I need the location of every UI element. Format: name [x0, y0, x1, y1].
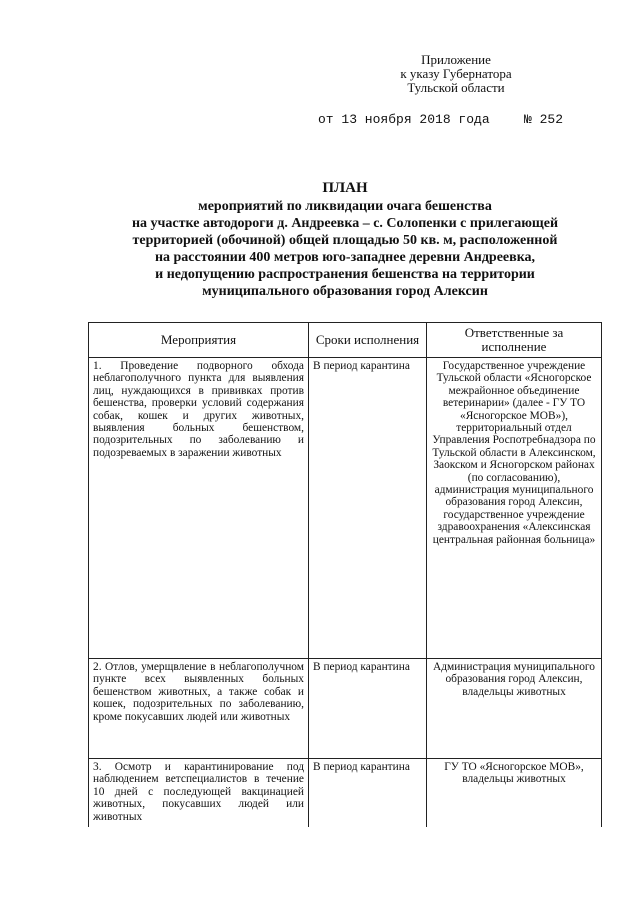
row-term: В период карантина: [309, 659, 427, 759]
annex-reference: к указу Губернатора: [400, 66, 512, 81]
header-measures: Мероприятия: [89, 323, 309, 358]
title-line: территорией (обочиной) общей площадью 50 кв. м, расположенной: [132, 233, 558, 248]
row-measure: 3. Осмотр и карантинирование под наблюдением ветспециалистов в течение 10 дней с последующей вакцинацией животных, покусавших людей или животных: [89, 759, 309, 827]
row-responsible: Администрация муниципального образования город Алексин, владельцы животных: [427, 659, 602, 759]
title-line: мероприятий по ликвидации очага бешенства: [198, 199, 492, 214]
measures-table: [88, 322, 602, 827]
title-line: на расстоянии 400 метров юго-западнее деревни Андреевка,: [154, 250, 536, 265]
row-responsible: Государственное учреждение Тульской области «Ясногорское межрайонное объединение ветеринарии» (далее - ГУ ТО «Ясногорское МОВ»), территориальный отдел Управления Роспотребнадзора по Тульской области в Алексинском, Заокском и Ясногорском районах (по согласованию), администрация муниципального образования город Алексин, государственное учреждение здравоохранения «Алексинская центральная районная больница»: [427, 358, 602, 659]
decree-date-number: [318, 112, 564, 127]
decree-date: от 13 ноября 2018 года: [318, 112, 490, 127]
table-header-row: [89, 323, 602, 358]
row-measure: 2. Отлов, умерщвление в неблагополучном пункте всех выявленных больных бешенством животных, а также собак и кошек, подозрительных по заболеванию, кроме покусавших людей или животных: [89, 659, 309, 759]
title-line: муниципального образования город Алексин: [202, 284, 488, 299]
annex-block: [380, 53, 532, 95]
table-row: [89, 759, 602, 827]
annex-region: Тульской области: [407, 80, 505, 95]
document-title: [90, 180, 600, 300]
row-measure: 1. Проведение подворного обхода неблагополучного пункта для выявления лиц, нуждающихся в прививках против бешенства, проверки условий содержания собак, кошек и других животных, выявления больных бешенством, подозрительных по заболеванию и подозреваемых в заражении животных: [89, 358, 309, 659]
row-responsible: ГУ ТО «Ясногорское МОВ», владельцы животных: [427, 759, 602, 827]
title-line: на участке автодороги д. Андреевка – с. Солопенки с прилегающей: [131, 216, 559, 231]
table-row: [89, 659, 602, 759]
title-plan: ПЛАН: [322, 180, 368, 196]
header-terms: Сроки исполнения: [309, 323, 427, 358]
table-row: [89, 358, 602, 659]
row-term: В период карантина: [309, 759, 427, 827]
annex-title: Приложение: [421, 52, 491, 67]
row-term: В период карантина: [309, 358, 427, 659]
title-line: и недопущению распространения бешенства на территории: [155, 267, 535, 282]
header-responsible: Ответственные за исполнение: [427, 323, 602, 358]
decree-number: № 252: [524, 112, 564, 127]
